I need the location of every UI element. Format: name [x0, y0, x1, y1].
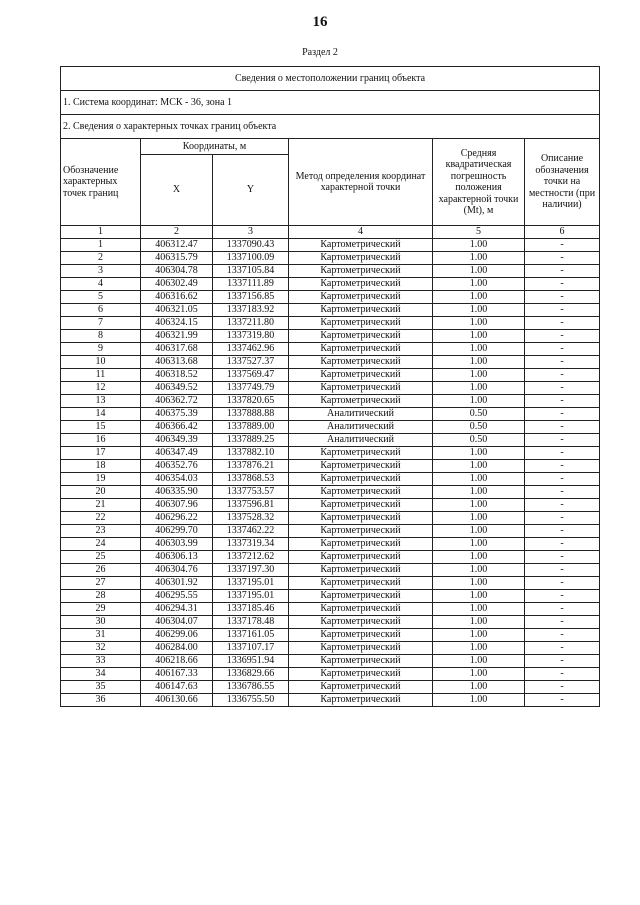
point-number-cell: 26 [61, 564, 141, 577]
table-row [61, 304, 600, 317]
mean-error-cell: 1.00 [433, 252, 525, 265]
description-cell: - [525, 447, 600, 460]
table-row [61, 382, 600, 395]
mean-error-cell: 1.00 [433, 499, 525, 512]
mean-error-cell: 1.00 [433, 460, 525, 473]
x-coordinate-cell: 406315.79 [141, 252, 213, 265]
point-number-cell: 20 [61, 486, 141, 499]
table-row [61, 330, 600, 343]
table-row [61, 343, 600, 356]
method-cell: Картометрический [289, 564, 433, 577]
y-coordinate-cell: 1337753.57 [213, 486, 289, 499]
method-cell: Картометрический [289, 681, 433, 694]
x-coordinate-cell: 406218.66 [141, 655, 213, 668]
x-coordinate-cell: 406304.07 [141, 616, 213, 629]
y-coordinate-cell: 1337111.89 [213, 278, 289, 291]
method-cell: Картометрический [289, 538, 433, 551]
table-row [61, 408, 600, 421]
header-y: Y [213, 155, 289, 226]
point-number-cell: 21 [61, 499, 141, 512]
point-number-cell: 12 [61, 382, 141, 395]
point-number-cell: 6 [61, 304, 141, 317]
x-coordinate-cell: 406303.99 [141, 538, 213, 551]
description-cell: - [525, 551, 600, 564]
mean-error-cell: 1.00 [433, 538, 525, 551]
mean-error-cell: 1.00 [433, 629, 525, 642]
method-cell: Картометрический [289, 343, 433, 356]
description-cell: - [525, 317, 600, 330]
y-coordinate-cell: 1337185.46 [213, 603, 289, 616]
mean-error-cell: 1.00 [433, 317, 525, 330]
method-cell: Картометрический [289, 616, 433, 629]
table-row [61, 317, 600, 330]
table-row [61, 551, 600, 564]
y-coordinate-cell: 1337178.48 [213, 616, 289, 629]
x-coordinate-cell: 406301.92 [141, 577, 213, 590]
method-cell: Аналитический [289, 408, 433, 421]
y-coordinate-cell: 1336829.66 [213, 668, 289, 681]
column-number: 5 [433, 226, 525, 239]
y-coordinate-cell: 1336786.55 [213, 681, 289, 694]
method-cell: Картометрический [289, 330, 433, 343]
column-number: 4 [289, 226, 433, 239]
y-coordinate-cell: 1337156.85 [213, 291, 289, 304]
method-cell: Картометрический [289, 460, 433, 473]
description-cell: - [525, 278, 600, 291]
table-row [61, 369, 600, 382]
point-number-cell: 7 [61, 317, 141, 330]
x-coordinate-cell: 406304.76 [141, 564, 213, 577]
x-coordinate-cell: 406317.68 [141, 343, 213, 356]
x-coordinate-cell: 406347.49 [141, 447, 213, 460]
table-row [61, 265, 600, 278]
x-coordinate-cell: 406321.05 [141, 304, 213, 317]
column-number: 3 [213, 226, 289, 239]
y-coordinate-cell: 1337183.92 [213, 304, 289, 317]
column-number: 1 [61, 226, 141, 239]
point-number-cell: 28 [61, 590, 141, 603]
description-cell: - [525, 512, 600, 525]
point-number-cell: 30 [61, 616, 141, 629]
description-cell: - [525, 525, 600, 538]
method-cell: Картометрический [289, 252, 433, 265]
x-coordinate-cell: 406295.55 [141, 590, 213, 603]
table-row [61, 577, 600, 590]
y-coordinate-cell: 1337889.25 [213, 434, 289, 447]
description-cell: - [525, 603, 600, 616]
y-coordinate-cell: 1337569.47 [213, 369, 289, 382]
mean-error-cell: 1.00 [433, 655, 525, 668]
point-number-cell: 2 [61, 252, 141, 265]
x-coordinate-cell: 406302.49 [141, 278, 213, 291]
description-cell: - [525, 343, 600, 356]
mean-error-cell: 1.00 [433, 551, 525, 564]
point-number-cell: 33 [61, 655, 141, 668]
point-number-cell: 5 [61, 291, 141, 304]
x-coordinate-cell: 406167.33 [141, 668, 213, 681]
method-cell: Картометрический [289, 577, 433, 590]
y-coordinate-cell: 1337319.80 [213, 330, 289, 343]
x-coordinate-cell: 406316.62 [141, 291, 213, 304]
table-row [61, 460, 600, 473]
header-mean-error: Средняя квадратическая погрешность положения характерной точки (Mt), м [433, 139, 525, 226]
x-coordinate-cell: 406147.63 [141, 681, 213, 694]
method-cell: Картометрический [289, 369, 433, 382]
table-body [61, 239, 600, 707]
table-row [61, 642, 600, 655]
x-coordinate-cell: 406362.72 [141, 395, 213, 408]
mean-error-cell: 1.00 [433, 616, 525, 629]
mean-error-cell: 1.00 [433, 512, 525, 525]
method-cell: Картометрический [289, 304, 433, 317]
point-number-cell: 31 [61, 629, 141, 642]
point-number-cell: 1 [61, 239, 141, 252]
y-coordinate-cell: 1337889.00 [213, 421, 289, 434]
description-cell: - [525, 629, 600, 642]
description-cell: - [525, 304, 600, 317]
table-row [61, 564, 600, 577]
description-cell: - [525, 473, 600, 486]
description-cell: - [525, 265, 600, 278]
point-number-cell: 14 [61, 408, 141, 421]
table-row [61, 655, 600, 668]
point-number-cell: 29 [61, 603, 141, 616]
table-row [61, 668, 600, 681]
table-row [61, 694, 600, 707]
method-cell: Картометрический [289, 317, 433, 330]
method-cell: Картометрический [289, 499, 433, 512]
table-row [61, 616, 600, 629]
table-row [61, 395, 600, 408]
table-row [61, 252, 600, 265]
y-coordinate-cell: 1337195.01 [213, 590, 289, 603]
mean-error-cell: 1.00 [433, 278, 525, 291]
mean-error-cell: 1.00 [433, 603, 525, 616]
method-cell: Картометрический [289, 655, 433, 668]
method-cell: Картометрический [289, 265, 433, 278]
y-coordinate-cell: 1337212.62 [213, 551, 289, 564]
y-coordinate-cell: 1337820.65 [213, 395, 289, 408]
method-cell: Картометрический [289, 356, 433, 369]
method-cell: Картометрический [289, 603, 433, 616]
column-number: 6 [525, 226, 600, 239]
y-coordinate-cell: 1337319.34 [213, 538, 289, 551]
y-coordinate-cell: 1336951.94 [213, 655, 289, 668]
mean-error-cell: 1.00 [433, 564, 525, 577]
table-row [61, 356, 600, 369]
boundary-points-table [60, 66, 600, 707]
x-coordinate-cell: 406284.00 [141, 642, 213, 655]
mean-error-cell: 0.50 [433, 421, 525, 434]
x-coordinate-cell: 406321.99 [141, 330, 213, 343]
description-cell: - [525, 694, 600, 707]
method-cell: Картометрический [289, 512, 433, 525]
header-description: Описание обозначения точки на местности (при наличии) [525, 139, 600, 226]
x-coordinate-cell: 406304.78 [141, 265, 213, 278]
mean-error-cell: 1.00 [433, 525, 525, 538]
mean-error-cell: 1.00 [433, 681, 525, 694]
description-cell: - [525, 408, 600, 421]
method-cell: Картометрический [289, 642, 433, 655]
method-cell: Аналитический [289, 421, 433, 434]
x-coordinate-cell: 406313.68 [141, 356, 213, 369]
description-cell: - [525, 668, 600, 681]
description-cell: - [525, 395, 600, 408]
method-cell: Картометрический [289, 395, 433, 408]
table-row [61, 421, 600, 434]
method-cell: Картометрический [289, 694, 433, 707]
mean-error-cell: 1.00 [433, 473, 525, 486]
point-number-cell: 11 [61, 369, 141, 382]
header-coordinates: Координаты, м [141, 139, 289, 155]
point-number-cell: 8 [61, 330, 141, 343]
table-row [61, 629, 600, 642]
x-coordinate-cell: 406299.70 [141, 525, 213, 538]
description-cell: - [525, 382, 600, 395]
y-coordinate-cell: 1336755.50 [213, 694, 289, 707]
y-coordinate-cell: 1337749.79 [213, 382, 289, 395]
mean-error-cell: 1.00 [433, 668, 525, 681]
section-label: Раздел 2 [302, 47, 338, 58]
description-cell: - [525, 642, 600, 655]
table-row [61, 291, 600, 304]
x-coordinate-cell: 406375.39 [141, 408, 213, 421]
y-coordinate-cell: 1337090.43 [213, 239, 289, 252]
point-number-cell: 27 [61, 577, 141, 590]
table-row [61, 590, 600, 603]
description-cell: - [525, 434, 600, 447]
y-coordinate-cell: 1337107.17 [213, 642, 289, 655]
table-row [61, 525, 600, 538]
x-coordinate-cell: 406318.52 [141, 369, 213, 382]
method-cell: Картометрический [289, 278, 433, 291]
x-coordinate-cell: 406130.66 [141, 694, 213, 707]
mean-error-cell: 0.50 [433, 434, 525, 447]
mean-error-cell: 1.00 [433, 239, 525, 252]
x-coordinate-cell: 406354.03 [141, 473, 213, 486]
mean-error-cell: 0.50 [433, 408, 525, 421]
x-coordinate-cell: 406312.47 [141, 239, 213, 252]
method-cell: Картометрический [289, 382, 433, 395]
y-coordinate-cell: 1337876.21 [213, 460, 289, 473]
table-row [61, 434, 600, 447]
method-cell: Картометрический [289, 291, 433, 304]
header-method: Метод определения координат характерной точки [289, 139, 433, 226]
y-coordinate-cell: 1337197.30 [213, 564, 289, 577]
point-number-cell: 32 [61, 642, 141, 655]
method-cell: Картометрический [289, 473, 433, 486]
point-number-cell: 15 [61, 421, 141, 434]
y-coordinate-cell: 1337195.01 [213, 577, 289, 590]
y-coordinate-cell: 1337596.81 [213, 499, 289, 512]
point-number-cell: 18 [61, 460, 141, 473]
table-row [61, 603, 600, 616]
description-cell: - [525, 486, 600, 499]
description-cell: - [525, 616, 600, 629]
x-coordinate-cell: 406349.52 [141, 382, 213, 395]
x-coordinate-cell: 406349.39 [141, 434, 213, 447]
description-cell: - [525, 356, 600, 369]
x-coordinate-cell: 406335.90 [141, 486, 213, 499]
description-cell: - [525, 252, 600, 265]
description-cell: - [525, 330, 600, 343]
description-cell: - [525, 239, 600, 252]
method-cell: Аналитический [289, 434, 433, 447]
point-number-cell: 36 [61, 694, 141, 707]
point-number-cell: 19 [61, 473, 141, 486]
description-cell: - [525, 681, 600, 694]
point-number-cell: 24 [61, 538, 141, 551]
table-row [61, 538, 600, 551]
mean-error-cell: 1.00 [433, 577, 525, 590]
y-coordinate-cell: 1337100.09 [213, 252, 289, 265]
method-cell: Картометрический [289, 590, 433, 603]
point-number-cell: 10 [61, 356, 141, 369]
mean-error-cell: 1.00 [433, 447, 525, 460]
table-row [61, 473, 600, 486]
table-row [61, 447, 600, 460]
table-row [61, 681, 600, 694]
point-number-cell: 34 [61, 668, 141, 681]
page-number: 16 [312, 14, 328, 30]
y-coordinate-cell: 1337888.88 [213, 408, 289, 421]
y-coordinate-cell: 1337527.37 [213, 356, 289, 369]
description-cell: - [525, 577, 600, 590]
mean-error-cell: 1.00 [433, 304, 525, 317]
mean-error-cell: 1.00 [433, 382, 525, 395]
y-coordinate-cell: 1337161.05 [213, 629, 289, 642]
x-coordinate-cell: 406307.96 [141, 499, 213, 512]
mean-error-cell: 1.00 [433, 694, 525, 707]
description-cell: - [525, 460, 600, 473]
table-row [61, 239, 600, 252]
mean-error-cell: 1.00 [433, 330, 525, 343]
x-coordinate-cell: 406296.22 [141, 512, 213, 525]
description-cell: - [525, 538, 600, 551]
method-cell: Картометрический [289, 525, 433, 538]
table-row [61, 512, 600, 525]
point-number-cell: 23 [61, 525, 141, 538]
point-number-cell: 22 [61, 512, 141, 525]
mean-error-cell: 1.00 [433, 642, 525, 655]
description-cell: - [525, 564, 600, 577]
mean-error-cell: 1.00 [433, 395, 525, 408]
table-row [61, 486, 600, 499]
description-cell: - [525, 291, 600, 304]
table-title: Сведения о местоположении границ объекта [61, 67, 600, 91]
x-coordinate-cell: 406294.31 [141, 603, 213, 616]
mean-error-cell: 1.00 [433, 486, 525, 499]
method-cell: Картометрический [289, 668, 433, 681]
y-coordinate-cell: 1337528.32 [213, 512, 289, 525]
column-number-row [61, 226, 600, 239]
point-number-cell: 4 [61, 278, 141, 291]
description-cell: - [525, 369, 600, 382]
point-number-cell: 17 [61, 447, 141, 460]
points-heading-row: 2. Сведения о характерных точках границ объекта [61, 115, 600, 139]
header-x: X [141, 155, 213, 226]
description-cell: - [525, 421, 600, 434]
y-coordinate-cell: 1337462.22 [213, 525, 289, 538]
method-cell: Картометрический [289, 551, 433, 564]
description-cell: - [525, 590, 600, 603]
method-cell: Картометрический [289, 447, 433, 460]
column-number: 2 [141, 226, 213, 239]
method-cell: Картометрический [289, 629, 433, 642]
y-coordinate-cell: 1337882.10 [213, 447, 289, 460]
table-row [61, 278, 600, 291]
y-coordinate-cell: 1337211.80 [213, 317, 289, 330]
mean-error-cell: 1.00 [433, 356, 525, 369]
point-number-cell: 3 [61, 265, 141, 278]
x-coordinate-cell: 406299.06 [141, 629, 213, 642]
method-cell: Картометрический [289, 239, 433, 252]
y-coordinate-cell: 1337868.53 [213, 473, 289, 486]
point-number-cell: 16 [61, 434, 141, 447]
mean-error-cell: 1.00 [433, 343, 525, 356]
x-coordinate-cell: 406352.76 [141, 460, 213, 473]
mean-error-cell: 1.00 [433, 590, 525, 603]
y-coordinate-cell: 1337105.84 [213, 265, 289, 278]
mean-error-cell: 1.00 [433, 291, 525, 304]
header-point-designation: Обозначение характерных точек границ [61, 139, 141, 226]
point-number-cell: 13 [61, 395, 141, 408]
mean-error-cell: 1.00 [433, 265, 525, 278]
mean-error-cell: 1.00 [433, 369, 525, 382]
description-cell: - [525, 655, 600, 668]
y-coordinate-cell: 1337462.96 [213, 343, 289, 356]
x-coordinate-cell: 406306.13 [141, 551, 213, 564]
point-number-cell: 25 [61, 551, 141, 564]
x-coordinate-cell: 406366.42 [141, 421, 213, 434]
coord-system-row: 1. Система координат: МСК - 36, зона 1 [61, 91, 600, 115]
point-number-cell: 35 [61, 681, 141, 694]
description-cell: - [525, 499, 600, 512]
table-row [61, 499, 600, 512]
method-cell: Картометрический [289, 486, 433, 499]
x-coordinate-cell: 406324.15 [141, 317, 213, 330]
point-number-cell: 9 [61, 343, 141, 356]
